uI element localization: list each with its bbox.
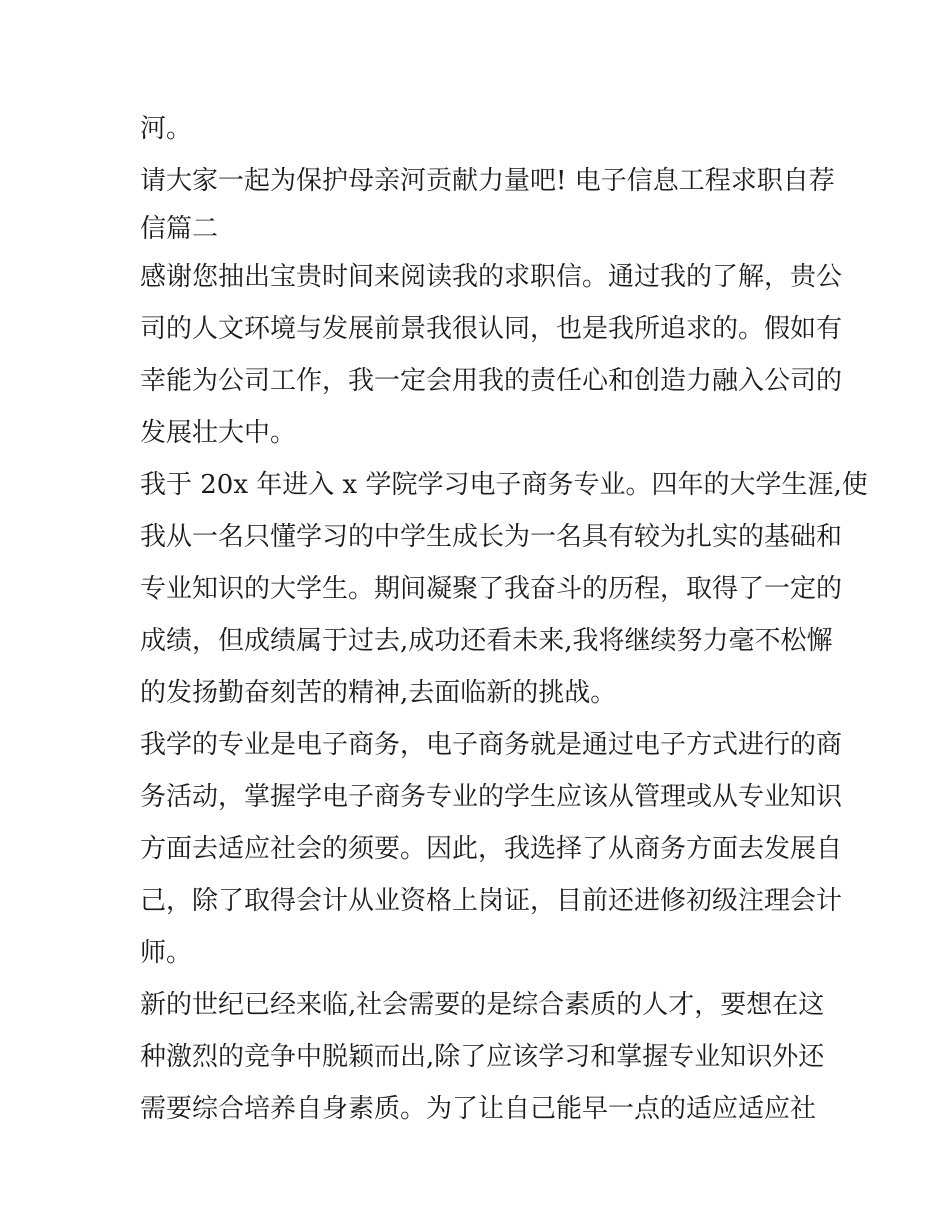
- text-line: 专业知识的大学生。期间凝聚了我奋斗的历程，取得了一定的: [140, 574, 843, 604]
- text-line: 发展壮大中。: [140, 418, 297, 448]
- text-line: 感谢您抽出宝贵时间来阅读我的求职信。通过我的了解，贵公: [140, 262, 843, 292]
- text-line: 司的人文环境与发展前景我很认同，也是我所追求的。假如有: [140, 314, 843, 344]
- text-line: 信篇二: [140, 214, 219, 244]
- text-line: 我学的专业是电子商务，电子商务就是通过电子方式进行的商: [140, 730, 843, 760]
- text-line: 务活动，掌握学电子商务专业的学生应该从管理或从专业知识: [140, 782, 843, 812]
- text-line: 需要综合培养自身素质。为了让自己能早一点的适应适应社: [140, 1094, 817, 1124]
- text-line: 幸能为公司工作，我一定会用我的责任心和创造力融入公司的: [140, 366, 843, 396]
- text-line: 师。: [140, 938, 193, 968]
- document-body: [140, 103, 868, 1135]
- text-line: 我于 20x 年进入 x 学院学习电子商务专业。四年的大学生涯,使: [140, 470, 868, 500]
- text-line: 河。: [140, 114, 193, 144]
- text-line: 成绩，但成绩属于过去,成功还看未来,我将继续努力毫不松懈: [140, 626, 833, 656]
- text-line: 我从一名只懂学习的中学生成长为一名具有较为扎实的基础和: [140, 522, 843, 552]
- text-line: 方面去适应社会的须要。因此，我选择了从商务方面去发展自: [140, 834, 843, 864]
- text-line: 己，除了取得会计从业资格上岗证，目前还进修初级注理会计: [140, 886, 843, 916]
- text-line: 种激烈的竞争中脱颖而出,除了应该学习和掌握专业知识外还: [140, 1042, 825, 1072]
- text-line: 请大家一起为保护母亲河贡献力量吧! 电子信息工程求职自荐: [140, 166, 835, 196]
- text-line: 的发扬勤奋刻苦的精神,去面临新的挑战。: [140, 678, 617, 708]
- text-line: 新的世纪已经来临,社会需要的是综合素质的人才，要想在这: [140, 990, 825, 1020]
